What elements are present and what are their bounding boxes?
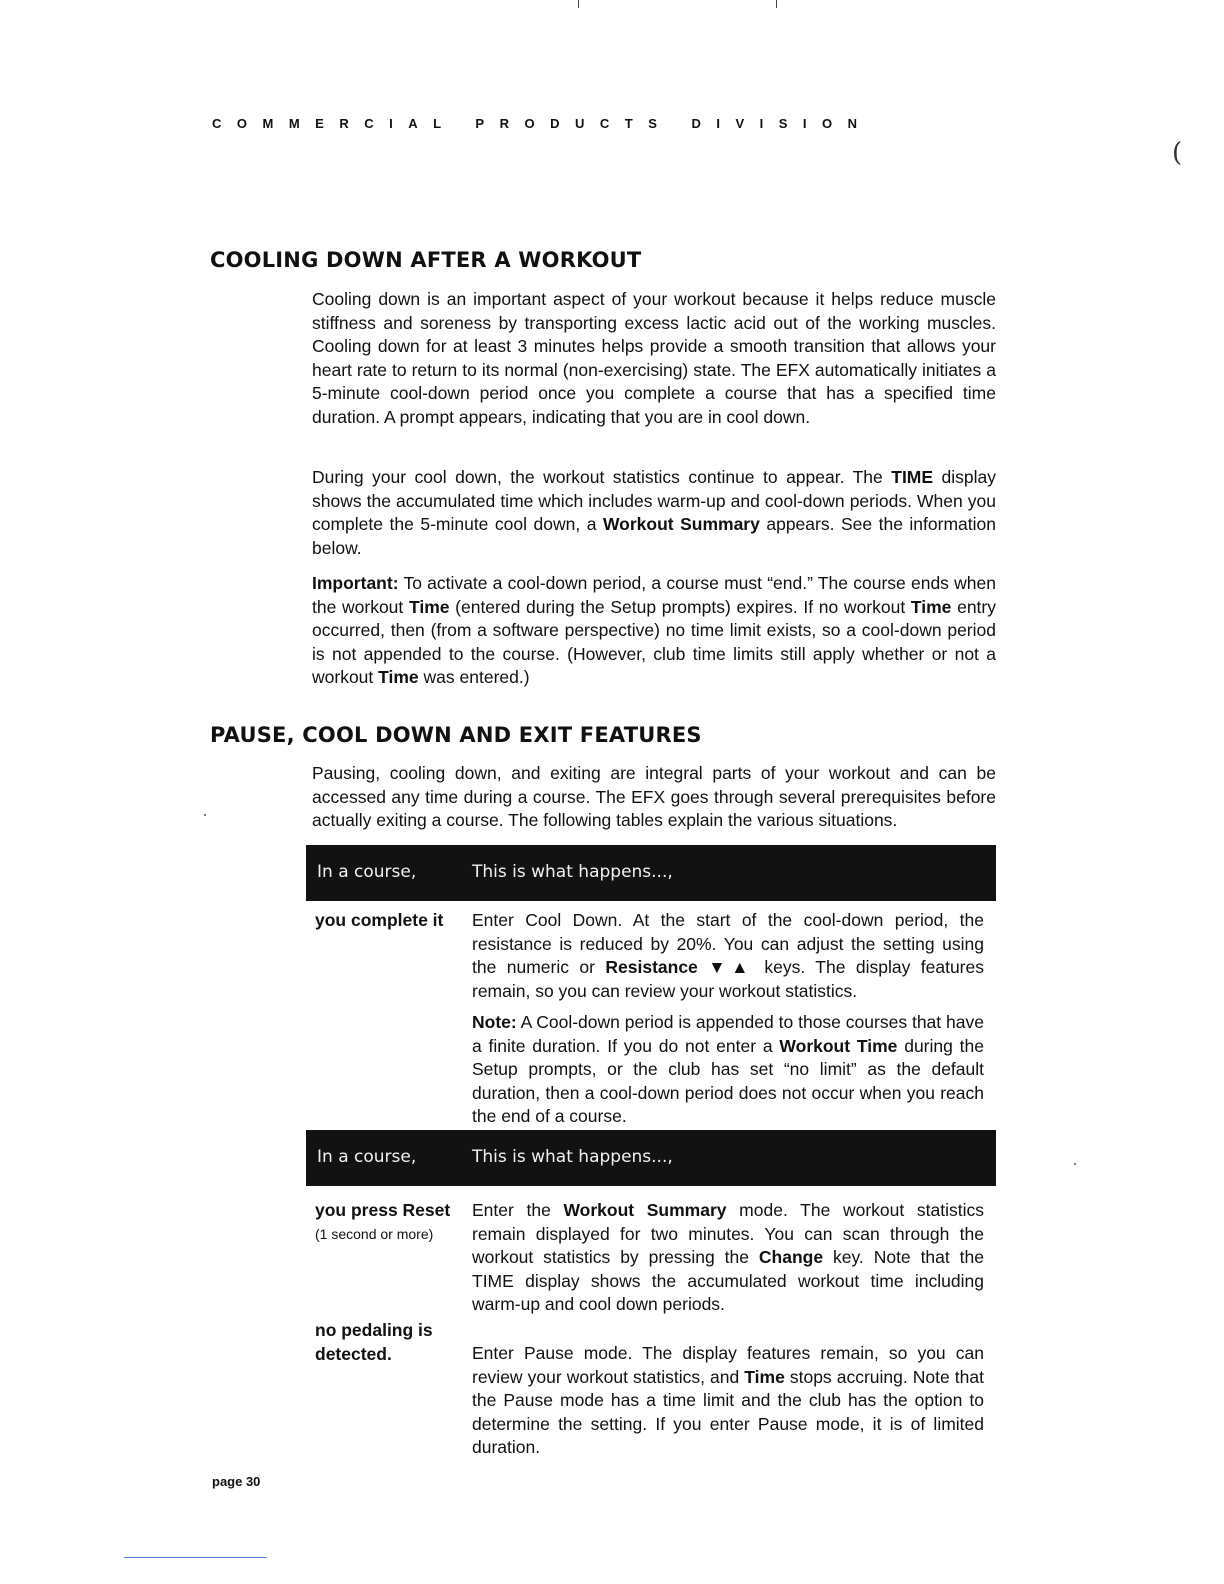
row-sublabel-reset: (1 second or more) xyxy=(315,1225,434,1242)
scan-speck xyxy=(1074,1163,1076,1165)
time-keyword: TIME xyxy=(891,467,934,487)
division-header: COMMERCIAL PRODUCTS DIVISION xyxy=(212,116,873,131)
scan-mark xyxy=(776,0,777,8)
cooling-down-heading: COOLING DOWN AFTER A WORKOUT xyxy=(210,248,642,272)
row-label-reset: you press Reset (1 second or more) xyxy=(315,1199,465,1246)
table-header-col2: This is what happens..., xyxy=(472,1147,673,1167)
table-header-col2: This is what happens..., xyxy=(472,862,673,882)
resistance-keys: Resistance ▼▲ xyxy=(605,957,754,978)
table-header xyxy=(306,845,996,901)
row-text-pause: Enter Pause mode. The display features remain, so you can review your workout statistics, and Time stops accruing. Note that the Pause mode has a time limit and the club has the option to determine the setting. If you enter Pause mode, it is of limited duration. xyxy=(472,1343,984,1458)
row-label-no-pedaling: no pedaling is detected. xyxy=(315,1320,433,1364)
cooling-paragraph-2: During your cool down, the workout statistics continue to appear. The TIME display shows the accumulated time which includes warm-up and cool-down periods. When you complete the 5-minute cool down, a Workout Summary appears. See the information below. xyxy=(312,467,997,558)
table-header-col1: In a course, xyxy=(317,1147,417,1167)
scan-edge-line xyxy=(124,1557,267,1558)
note-label: Note: xyxy=(472,1012,517,1032)
page-number: page 30 xyxy=(212,1474,261,1489)
scan-artifact-paren: ( xyxy=(1172,138,1183,168)
scan-speck xyxy=(204,814,206,816)
pause-features-heading: PAUSE, COOL DOWN AND EXIT FEATURES xyxy=(210,723,702,747)
table-header-col1: In a course, xyxy=(317,862,417,882)
workout-summary-keyword: Workout Summary xyxy=(602,514,760,535)
cooling-paragraph-1: Cooling down is an important aspect of your workout because it helps reduce muscle stiffness and soreness by transporting excess lactic acid out of the working muscles. Cooling down for at least 3 minutes helps provide a smooth transition that allows your heart rate to return to its normal (non-exercising) state. The EFX automatically initiates a 5-minute cool-down period once you complete a course that has a specified time duration. A prompt appears, indicating that you are in cool down. xyxy=(312,289,996,427)
row-text-complete: Enter Cool Down. At the start of the cool-down period, the resistance is reduced by 20%. You can adjust the setting using the numeric or Resistance ▼▲ keys. The display features remain, so you can review your workout statistics. xyxy=(472,910,984,1001)
row-note-cooldown: Note: A Cool-down period is appended to those courses that have a finite duration. If you do not enter a Workout Time during the Setup prompts, or the club has set “no limit” as the default duration, then a cool-down period does not occur when you reach the end of a course. xyxy=(472,1012,984,1127)
scan-mark xyxy=(578,0,579,8)
row-text-reset: Enter the Workout Summary mode. The workout statistics remain displayed for two minutes. You can scan through the workout statistics by pressing the Change key. Note that the TIME display shows the accumulated workout time including warm-up and cool down periods. xyxy=(472,1200,984,1315)
important-note: Important: To activate a cool-down period, a course must “end.” The course ends when the workout Time (entered during the Setup prompts) expires. If no workout Time entry occurred, then (from a software perspective) no time limit exists, so a cool-down period is not appended to the course. (However, club time limits still apply whether or not a workout Time was entered.) xyxy=(312,573,996,688)
important-label: Important: xyxy=(312,573,399,593)
pause-paragraph: Pausing, cooling down, and exiting are integral parts of your workout and can be accessed any time during a course. The EFX goes through several prerequisites before actually exiting a course. The following tables explain the various situations. xyxy=(312,763,996,831)
row-label-complete: you complete it xyxy=(315,910,444,930)
table-header xyxy=(306,1130,996,1186)
